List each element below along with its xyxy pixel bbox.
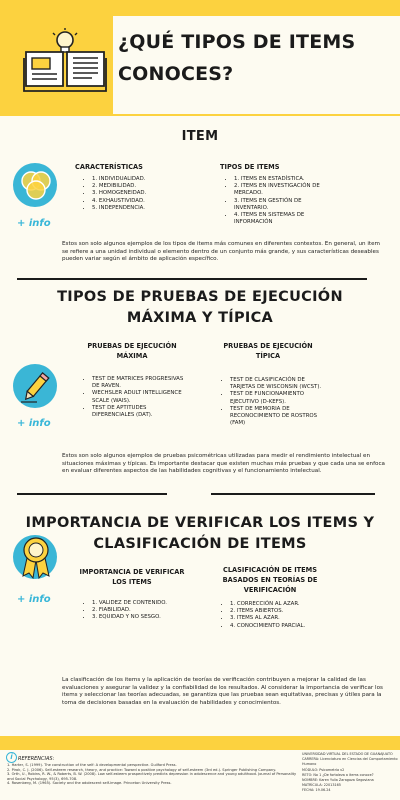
list-item: • 3. ITEMS AL AZAR.: [230, 615, 340, 622]
tipica-heading: PRUEBAS DE EJECUCIÓN TÍPICA: [223, 342, 313, 360]
more-info-link[interactable]: + info: [17, 418, 51, 429]
characteristics-list: [80, 176, 202, 212]
importance-heading: IMPORTANCIA DE VERIFICAR LOS ITEMS: [79, 568, 185, 586]
section-title-item: ITEM: [181, 129, 219, 144]
list-item: • 4. CONOCIMIENTO PARCIAL.: [230, 623, 340, 630]
characteristics-heading: CARACTERÍSTICAS: [75, 163, 143, 171]
classification-heading: CLASIFICACIÓN DE ITEMS BASADOS EN TEORÍAS DE VERIFICACIÓN: [222, 566, 318, 594]
types-heading: TIPOS DE ITEMS: [220, 163, 280, 171]
bottom-yellow-band: [0, 736, 400, 750]
list-item: • 1. INDIVIDUALIDAD.: [92, 176, 202, 183]
page-title: ¿QUÉ TIPOS DE ITEMS CONOCES?: [118, 31, 356, 85]
list-item: • 3. EQUIDAD Y NO SESGO.: [92, 614, 202, 621]
reference-item: 2. Pirok, C. J. (2006). Self-esteem research, theory, and practice: Toward a positive psychology of self-esteem (3rd ed.). Springer Publishing Company.: [7, 767, 276, 772]
university-line: NOMBRE: Karen Yulia Zaragoza Segoviana: [302, 778, 374, 783]
list-item: • 1. CORRECCIÓN AL AZAR.: [230, 601, 340, 608]
award-medal-icon: [15, 532, 57, 584]
university-line: FECHA: 19.06.24: [302, 788, 331, 793]
section2-paragraph: Estos son solo algunos ejemplos de pruebas psicométricas utilizadas para medir el rendimiento intelectual en situaciones máximas y típicas. Es importante destacar que existen muchas más pruebas y que cada una se enfoca en evaluar diferentes aspectos de las habilidades cognitivas y el funcionamiento intelectual.: [62, 453, 385, 475]
list-item: • TEST DE APTITUDES DIFERENCIALES (DAT).: [92, 405, 184, 419]
importance-list: [80, 600, 202, 622]
types-list: [222, 176, 320, 226]
reference-item: 4. Rosenberg, M. (1965). Society and the adolescent self-image. Princeton University Press.: [7, 781, 172, 786]
list-item: • 5. INDEPENDENCIA.: [92, 205, 202, 212]
list-item: • 4. ITEMS EN SISTEMAS DE INFORMACIÓN: [234, 212, 320, 226]
list-item: • 4. EXHAUSTIVIDAD.: [92, 198, 202, 205]
section-title-pruebas: TIPOS DE PRUEBAS DE EJECUCIÓN MÁXIMA Y TÍPICA: [57, 289, 343, 326]
reference-item: 3. Orth, U., Robins, R. W., & Roberts, B. W. (2008). Low self-esteem prospectively predicts depression in adolescence and young adulthood. Journal of Personality and Social Psychology, 95(3), 695-708.: [7, 772, 297, 781]
section-title-importancia: IMPORTANCIA DE VERIFICAR LOS ITEMS Y CLASIFICACIÓN DE ITEMS: [25, 515, 375, 552]
references-list: [7, 763, 299, 786]
list-item: • 2. FIABILIDAD.: [92, 607, 202, 614]
venn-diagram-icon: [17, 167, 55, 205]
university-line: MATRÍCULA: 22013165: [302, 783, 341, 788]
classification-list: [218, 601, 340, 630]
reference-item: 1. Harter, S. (1999). The construction of the self: A developmental perspective. Guilford Press.: [7, 763, 177, 767]
university-line: MÓDULO: Psicometría v2: [302, 767, 345, 772]
section3-paragraph: La clasificación de los items y la aplicación de teorías de verificación contribuyen a mejorar la calidad de las evaluaciones y asegurar la validez y la confiabilidad de los resultados. Al considerar la importancia de verificar los items y seleccionar las teorías adecuadas, se garantiza que las pruebas sean equitativas, precisas y útiles para la toma de decisiones basadas en la evaluación de habilidades y conocimientos.: [62, 677, 383, 706]
university-line: UNIVERSIDAD VIRTUAL DEL ESTADO DE GUANAJUATO: [302, 752, 393, 756]
tipica-list: [218, 377, 322, 427]
pencil-icon: [17, 368, 55, 406]
list-item: • TEST DE CLASIFICACIÓN DE TARJETAS DE WISCONSIN (WCST).: [230, 377, 322, 391]
maxima-heading: PRUEBAS DE EJECUCIÓN MÁXIMA: [87, 342, 177, 360]
list-item: • 2. ITEMS EN INVESTIGACIÓN DE MERCADO.: [234, 183, 320, 197]
list-item: • 3. ITEMS EN GESTIÓN DE INVENTARIO.: [234, 198, 320, 212]
university-info: [302, 752, 398, 794]
list-item: • 2. MEDIBILIDAD.: [92, 183, 202, 190]
info-icon: i: [6, 752, 17, 763]
references-title: REFERENCIAS:: [18, 756, 55, 762]
more-info-link[interactable]: + info: [17, 594, 51, 605]
list-item: • TEST DE MEMORIA DE RECONOCIMIENTO DE ROSTROS (FAM): [230, 406, 322, 428]
top-yellow-bar: [0, 0, 400, 12]
list-item: • 3. HOMOGENEIDAD.: [92, 190, 202, 197]
divider: [17, 493, 167, 495]
list-item: • TEST DE MATRICES PROGRESIVAS DE RAVEN.: [92, 376, 184, 390]
divider: [211, 493, 375, 495]
university-line: RETO: No 1 ¿De fortaleza a items conoce?: [302, 772, 374, 777]
list-item: • 1. ITEMS EN ESTADÍSTICA.: [234, 176, 320, 183]
list-item: • WECHSLER ADULT INTELLIGENCE SCALE (WAIS).: [92, 390, 184, 404]
list-item: • 1. VALIDEZ DE CONTENIDO.: [92, 600, 202, 607]
divider: [17, 278, 367, 280]
list-item: • TEST DE FUNCIONAMIENTO EJECUTIVO (D-KEFS).: [230, 391, 322, 405]
section1-paragraph: Estos son solo algunos ejemplos de los tipos de items más comunes en diferentes contextos. En general, un item se refiere a una unidad individual o elemento dentro de un conjunto más grande, y sus características deseables pueden variar según el ámbito de aplicación específico.: [62, 241, 380, 263]
list-item: • 2. ITEMS ABIERTOS.: [230, 608, 340, 615]
university-line: CARRERA: Licenciatura en Ciencias del Comportamiento Humano: [302, 757, 398, 767]
maxima-list: [80, 376, 184, 419]
more-info-link[interactable]: + info: [17, 218, 51, 229]
book-lightbulb-icon: [22, 28, 108, 96]
